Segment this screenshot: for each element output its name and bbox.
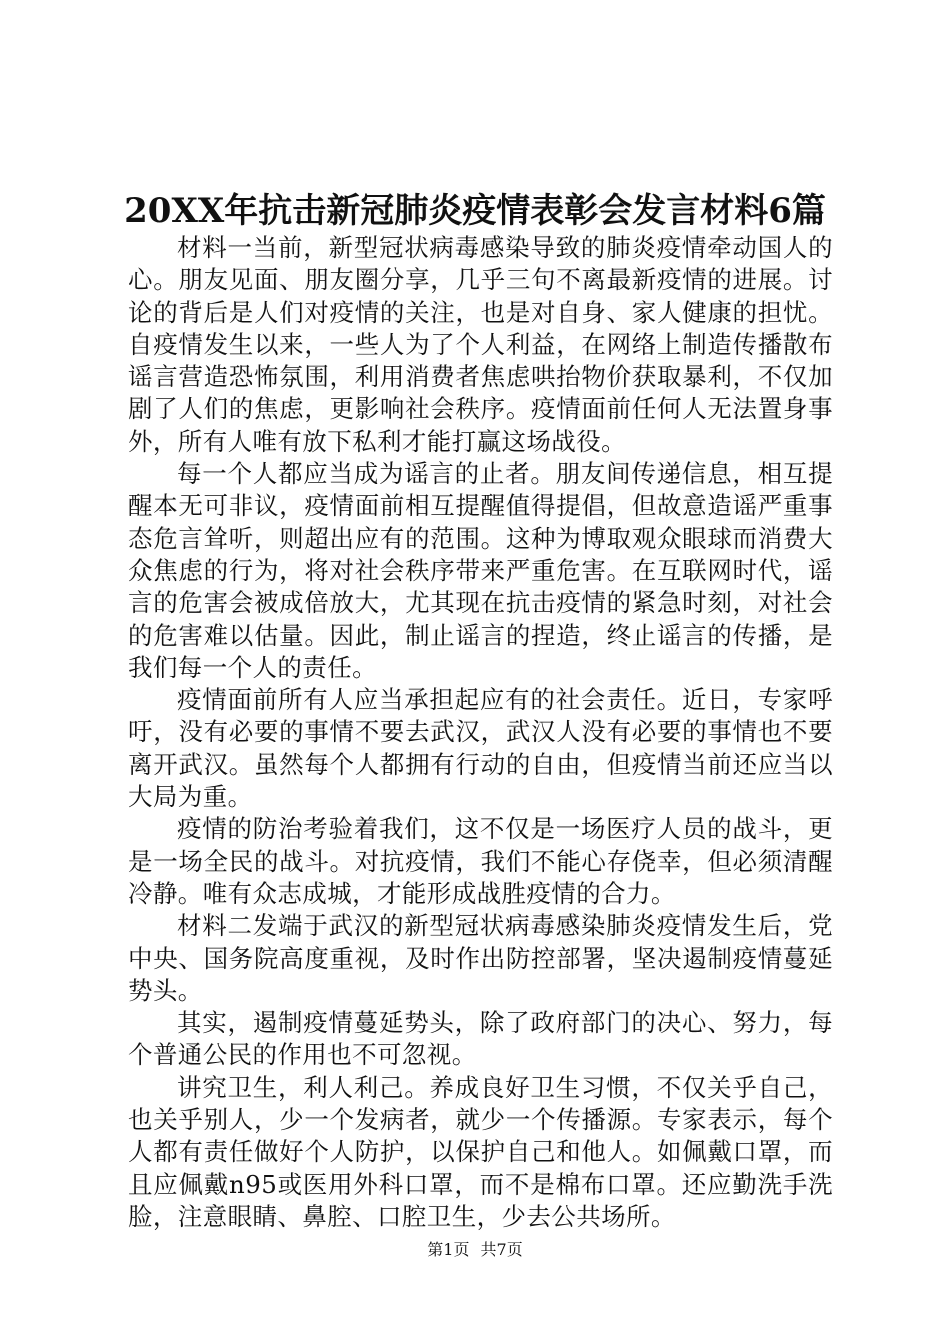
page-footer [0,1240,950,1260]
page-number: 第1页 [427,1240,470,1259]
paragraph: 疫情的防治考验着我们，这不仅是一场医疗人员的战斗，更是一场全民的战斗。对抗疫情，我们不能心存侥幸，但必须清醒冷静。唯有众志成城，才能形成战胜疫情的合力。 [128,814,833,908]
paragraph: 材料一当前，新型冠状病毒感染导致的肺炎疫情牵动国人的心。朋友见面、朋友圈分享，几乎三句不离最新疫情的进展。讨论的背后是人们对疫情的关注，也是对自身、家人健康的担忧。自疫情发生以来，一些人为了个人利益，在网络上制造传播散布谣言营造恐怖氛围，利用消费者焦虑哄抬物价获取暴利，不仅加剧了人们的焦虑，更影响社会秩序。疫情面前任何人无法置身事外，所有人唯有放下私利才能打赢这场战役。 [128,233,833,456]
paragraph: 讲究卫生，利人利己。养成良好卫生习惯，不仅关乎自己，也关乎别人，少一个发病者，就少一个传播源。专家表示，每个人都有责任做好个人防护，以保护自己和他人。如佩戴口罩，而且应佩戴n95或医用外科口罩，而不是棉布口罩。还应勤洗手洗脸，注意眼睛、鼻腔、口腔卫生，少去公共场所。 [128,1072,833,1231]
paragraph: 每一个人都应当成为谣言的止者。朋友间传递信息，相互提醒本无可非议，疫情面前相互提醒值得提倡，但故意造谣严重事态危言耸听，则超出应有的范围。这种为博取观众眼球而消费大众焦虑的行为，将对社会秩序带来严重危害。在互联网时代，谣言的危害会被成倍放大，尤其现在抗击疫情的紧急时刻，对社会的危害难以估量。因此，制止谣言的捏造，终止谣言的传播，是我们每一个人的责任。 [128,459,833,682]
document-body [128,232,833,1233]
paragraph: 其实，遏制疫情蔓延势头，除了政府部门的决心、努力，每个普通公民的作用也不可忽视。 [128,1008,833,1070]
paragraph: 材料二发端于武汉的新型冠状病毒感染肺炎疫情发生后，党中央、国务院高度重视，及时作出防控部署，坚决遏制疫情蔓延势头。 [128,911,833,1005]
paragraph: 疫情面前所有人应当承担起应有的社会责任。近日，专家呼吁，没有必要的事情不要去武汉，武汉人没有必要的事情也不要离开武汉。虽然每个人都拥有行动的自由，但疫情当前还应当以大局为重。 [128,685,833,812]
page-title: 20XX年抗击新冠肺炎疫情表彰会发言材料6篇 [124,191,826,231]
page-total: 共7页 [480,1240,523,1259]
